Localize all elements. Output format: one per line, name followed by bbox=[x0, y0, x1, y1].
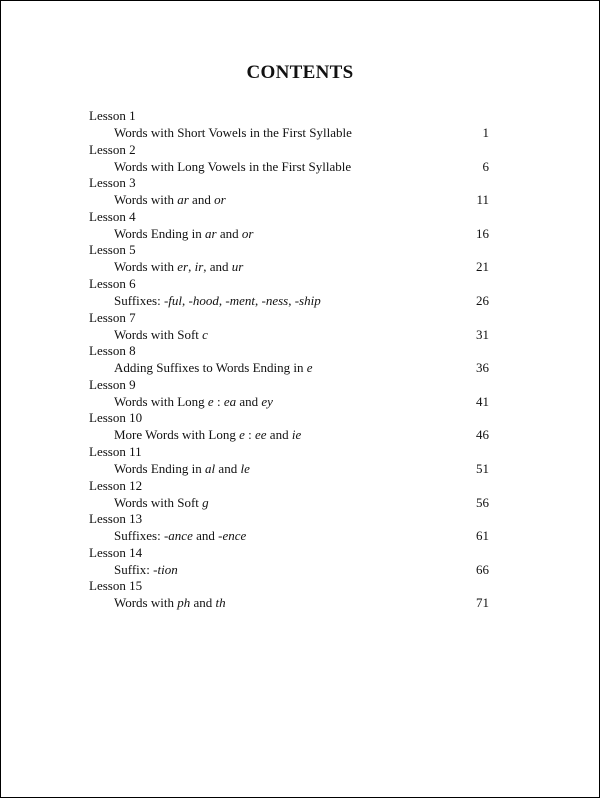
lesson-label: Lesson 1 bbox=[89, 108, 136, 123]
lesson-title-segment: Suffix: bbox=[114, 561, 154, 577]
lesson-title-segment: and bbox=[215, 460, 241, 476]
lesson-title-segment: Words with bbox=[114, 595, 178, 611]
lesson-title-segment: Words with Short Vowels in the First Syllable bbox=[114, 125, 352, 140]
toc-row bbox=[89, 494, 489, 511]
lesson-title-segment: Words with Long Vowels in the First Syllable bbox=[114, 158, 352, 174]
toc-row bbox=[89, 460, 489, 477]
lesson-title-italic-segment: -ance bbox=[163, 528, 193, 544]
lesson-title-italic-segment: e bbox=[239, 427, 245, 443]
lesson-title-segment: Words with bbox=[114, 259, 178, 275]
lesson-title bbox=[89, 527, 459, 544]
page-number: 6 bbox=[482, 158, 489, 174]
lesson-title-segment: , bbox=[188, 259, 195, 275]
lesson-title bbox=[89, 494, 459, 511]
lesson-title bbox=[89, 359, 459, 376]
lesson-title bbox=[89, 561, 459, 578]
lesson-title-segment: More Words with Long bbox=[114, 427, 240, 443]
lesson-title-segment: Suffixes: bbox=[114, 528, 164, 544]
page-number: 71 bbox=[476, 595, 489, 611]
toc-entry bbox=[89, 142, 489, 176]
lesson-label: Lesson 11 bbox=[89, 443, 142, 459]
lesson-title-segment: Adding Suffixes to Words Ending in bbox=[114, 360, 307, 376]
lesson-title-italic-segment: e bbox=[306, 360, 313, 376]
lesson-title-segment: , and bbox=[203, 259, 232, 275]
lesson-label: Lesson 3 bbox=[89, 175, 136, 191]
page-number: 41 bbox=[476, 393, 489, 409]
lesson-title-segment: , bbox=[218, 292, 226, 308]
lesson-label: Lesson 14 bbox=[89, 544, 143, 560]
toc-entry bbox=[89, 545, 489, 579]
toc-entry bbox=[89, 209, 489, 243]
toc-entry bbox=[89, 276, 489, 310]
lesson-title-italic-segment: -ful bbox=[163, 292, 183, 308]
lesson-title-segment: and bbox=[236, 393, 262, 409]
lesson-title-italic-segment: -hood bbox=[188, 292, 219, 308]
lesson-title-segment: and bbox=[216, 225, 242, 241]
lesson-title-italic-segment: ar bbox=[177, 192, 189, 208]
lesson-title-italic-segment: ea bbox=[223, 393, 237, 409]
toc-row bbox=[89, 594, 489, 611]
toc-row bbox=[89, 158, 489, 175]
toc-entry bbox=[89, 410, 489, 444]
toc-entry bbox=[89, 478, 489, 512]
page-number: 51 bbox=[476, 460, 489, 476]
page-number: 1 bbox=[482, 125, 489, 140]
lesson-title-segment: and bbox=[190, 595, 216, 611]
toc-row bbox=[89, 124, 489, 141]
lesson-label: Lesson 7 bbox=[89, 309, 136, 325]
lesson-title-italic-segment: -ment bbox=[225, 292, 255, 308]
lesson-label: Lesson 9 bbox=[89, 376, 136, 392]
toc-entry bbox=[89, 175, 489, 209]
toc-entry bbox=[89, 377, 489, 411]
lesson-label: Lesson 12 bbox=[89, 477, 143, 493]
toc-row bbox=[89, 426, 489, 443]
lesson-title bbox=[89, 124, 459, 141]
page-title: CONTENTS bbox=[246, 62, 354, 83]
toc-entry bbox=[89, 511, 489, 545]
page-number: 61 bbox=[476, 528, 489, 544]
lesson-title-italic-segment: ey bbox=[261, 393, 273, 409]
lesson-title bbox=[89, 158, 459, 175]
toc-row bbox=[89, 292, 489, 309]
toc-entry bbox=[89, 242, 489, 276]
lesson-title bbox=[89, 426, 459, 443]
page-number: 66 bbox=[476, 561, 489, 577]
lesson-label: Lesson 15 bbox=[89, 578, 143, 594]
table-of-contents bbox=[89, 108, 489, 612]
toc-entry bbox=[89, 343, 489, 377]
toc-entry bbox=[89, 310, 489, 344]
toc-row bbox=[89, 393, 489, 410]
lesson-title-segment: , bbox=[182, 292, 189, 308]
toc-row bbox=[89, 225, 489, 242]
lesson-label: Lesson 5 bbox=[89, 242, 136, 258]
lesson-title-italic-segment: ir bbox=[194, 259, 204, 275]
lesson-title-segment: Words Ending in bbox=[114, 225, 206, 241]
lesson-title-italic-segment: ar bbox=[205, 225, 217, 241]
lesson-title-italic-segment: g bbox=[202, 494, 209, 510]
lesson-title bbox=[89, 594, 459, 611]
lesson-title-segment: Words Ending in bbox=[114, 460, 206, 476]
lesson-title-segment: Words with bbox=[114, 192, 178, 208]
lesson-title-segment: , bbox=[254, 292, 262, 308]
page-number: 16 bbox=[476, 225, 489, 241]
lesson-title-segment: Words with Long bbox=[114, 393, 208, 409]
lesson-label: Lesson 13 bbox=[89, 511, 143, 527]
lesson-title-segment: Words with Soft bbox=[114, 326, 203, 342]
toc-row bbox=[89, 191, 489, 208]
lesson-title-italic-segment: c bbox=[202, 326, 208, 342]
toc-row bbox=[89, 527, 489, 544]
page-number: 26 bbox=[476, 292, 489, 308]
page-number: 21 bbox=[476, 259, 489, 275]
lesson-title bbox=[89, 191, 459, 208]
lesson-title-italic-segment: ph bbox=[177, 595, 191, 611]
toc-row bbox=[89, 258, 489, 275]
lesson-title-italic-segment: le bbox=[240, 460, 250, 476]
lesson-title-segment: and bbox=[188, 192, 215, 208]
toc-entry bbox=[89, 578, 489, 612]
page-number: 31 bbox=[476, 326, 489, 342]
lesson-title-italic-segment: -tion bbox=[153, 561, 178, 577]
lesson-label: Lesson 2 bbox=[89, 141, 136, 157]
lesson-title bbox=[89, 393, 459, 410]
lesson-title-segment: and bbox=[192, 528, 219, 544]
lesson-title-segment: : bbox=[213, 393, 224, 409]
lesson-title-italic-segment: ie bbox=[291, 427, 302, 443]
toc-entry bbox=[89, 444, 489, 478]
lesson-title-segment: Words with Soft bbox=[114, 494, 203, 510]
page-number: 46 bbox=[476, 427, 489, 443]
lesson-title bbox=[89, 225, 459, 242]
lesson-title-italic-segment: or bbox=[241, 225, 254, 241]
lesson-title bbox=[89, 460, 459, 477]
lesson-title-italic-segment: -ship bbox=[294, 292, 321, 308]
lesson-title-italic-segment: th bbox=[215, 595, 226, 611]
lesson-title bbox=[89, 292, 459, 309]
lesson-title-italic-segment: -ness bbox=[261, 292, 289, 308]
lesson-title-italic-segment: ee bbox=[255, 427, 267, 443]
page-number: 36 bbox=[476, 360, 489, 376]
lesson-title-italic-segment: al bbox=[205, 460, 216, 476]
lesson-title-segment: Suffixes: bbox=[114, 292, 164, 308]
page-number: 56 bbox=[476, 494, 489, 510]
lesson-label: Lesson 8 bbox=[89, 343, 136, 359]
toc-row bbox=[89, 326, 489, 343]
lesson-title bbox=[89, 326, 459, 343]
toc-entry bbox=[89, 108, 489, 142]
toc-row bbox=[89, 561, 489, 578]
lesson-title-italic-segment: er bbox=[177, 259, 189, 275]
lesson-title-segment: , bbox=[288, 292, 295, 308]
lesson-title-segment: and bbox=[266, 427, 292, 443]
lesson-label: Lesson 10 bbox=[89, 410, 143, 426]
page-number: 11 bbox=[476, 192, 489, 208]
lesson-label: Lesson 4 bbox=[89, 208, 136, 224]
lesson-title-italic-segment: e bbox=[207, 393, 214, 409]
lesson-title-italic-segment: or bbox=[214, 192, 226, 208]
lesson-title-italic-segment: -ence bbox=[218, 528, 247, 544]
lesson-title-italic-segment: ur bbox=[231, 259, 244, 275]
toc-row bbox=[89, 359, 489, 376]
lesson-title bbox=[89, 258, 459, 275]
lesson-label: Lesson 6 bbox=[89, 275, 136, 291]
lesson-title-segment: : bbox=[244, 427, 255, 443]
